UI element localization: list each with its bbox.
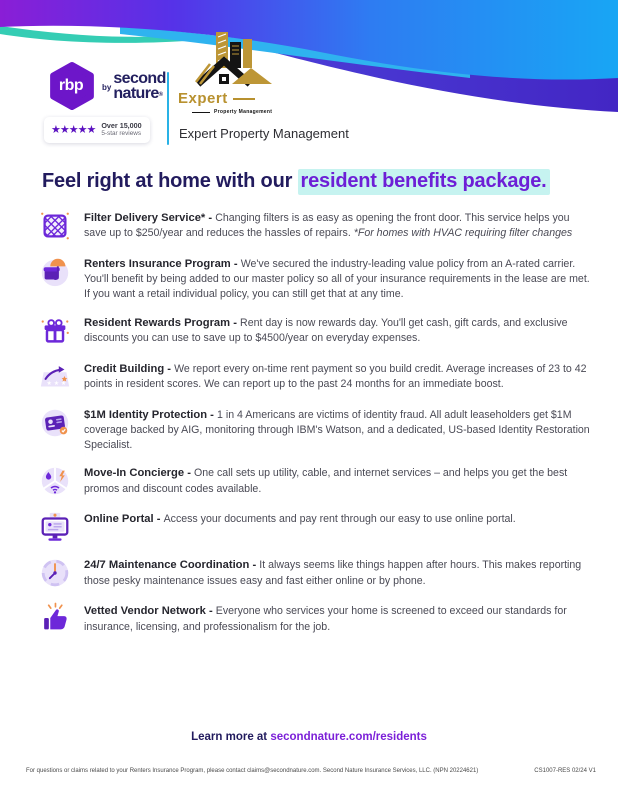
benefit-title: Renters Insurance Program - xyxy=(84,258,241,270)
five-stars-icon: ★★★★★ xyxy=(51,123,96,136)
benefit-description: Everyone who services your home is screened to exceed our standards for insurance, licensing, and professionalism for the job. xyxy=(84,605,567,633)
wordmark-dash xyxy=(233,98,255,100)
benefit-description: Access your documents and pay rent through our easy to use online portal. xyxy=(163,513,516,526)
page-title xyxy=(42,170,612,193)
title-highlight: resident benefits package. xyxy=(298,169,550,195)
gift-rewards-icon xyxy=(38,314,72,348)
rbp-logo xyxy=(47,61,97,111)
benefit-text xyxy=(84,464,590,496)
subtitle-dash xyxy=(192,112,210,113)
benefit-item xyxy=(38,602,590,636)
benefit-title: Resident Rewards Program - xyxy=(84,316,241,329)
benefit-description: Rent day is now rewards day. You'll get cash, gift cards, and exclusive discounts you can use to save up to $4500/year on everyday expenses. xyxy=(84,316,568,345)
reviews-label: 5-star reviews xyxy=(101,130,142,138)
umbrella-insurance-icon xyxy=(38,255,72,289)
reviews-badge xyxy=(44,117,150,143)
expert-wordmark xyxy=(178,90,298,107)
credit-building-icon xyxy=(38,360,72,394)
buildings-icon xyxy=(188,30,274,92)
benefit-text xyxy=(84,406,590,453)
benefit-text xyxy=(84,510,516,527)
benefit-text xyxy=(84,314,590,346)
benefit-description: We've secured the industry-leading value policy from an A-rated carrier. You'll benefit by being added to our master policy so all of your insurance requirements in the lease are met. If you want a retail individual policy, you can still get that at any time. xyxy=(84,258,590,301)
header-divider xyxy=(167,72,169,145)
benefit-item xyxy=(38,360,590,394)
expert-name: Expert xyxy=(178,90,228,107)
benefit-title: Online Portal - xyxy=(84,513,164,526)
benefit-description: It always seems like things happen after hours. This makes reporting those pesky maintenance issues easy and fast either online or by phone. xyxy=(84,559,582,587)
learn-more-link[interactable]: secondnature.com/residents xyxy=(270,731,427,743)
benefit-note: *For homes with HVAC requiring filter changes xyxy=(350,227,573,240)
benefits-list xyxy=(38,209,590,636)
rbp-wordmark: rbp xyxy=(58,77,84,94)
registered-mark: ® xyxy=(158,91,163,98)
benefit-title: 24/7 Maintenance Coordination - xyxy=(84,559,260,572)
benefit-description: 1 in 4 Americans are victims of identity fraud. All adult leaseholders get $1M coverage backed by AIG, monitoring through IBM's Watson, and a dedicated, US-based Identity Restoration Specialist. xyxy=(84,408,590,451)
fine-print xyxy=(0,768,618,774)
learn-more-prefix: Learn more at xyxy=(191,731,271,743)
title-prefix: Feel right at home with our xyxy=(42,170,298,192)
benefit-description: One call sets up utility, cable, and internet services – and helps you get the best promos and discount codes available. xyxy=(84,467,568,495)
brand-line2: nature xyxy=(113,84,159,102)
filter-grid-icon xyxy=(38,209,72,243)
benefit-text xyxy=(84,556,590,588)
document-code: CS1007-RES 02/24 V1 xyxy=(534,768,596,774)
benefit-item xyxy=(38,209,590,243)
benefit-item xyxy=(38,255,590,302)
benefit-description: We report every on-time rent payment so you build credit. Average increases of 23 to 42 points in resident scores. We can report up to the past 24 months for an immediate boost. xyxy=(84,362,587,391)
vetted-vendor-icon xyxy=(38,602,72,636)
benefit-text xyxy=(84,602,590,634)
benefit-title: Move-In Concierge - xyxy=(84,467,195,480)
benefit-title: Credit Building - xyxy=(84,362,175,375)
expert-logo xyxy=(178,30,298,115)
benefit-item xyxy=(38,314,590,348)
learn-more xyxy=(0,731,618,743)
svg-text:★ ★ ★: ★ ★ ★ xyxy=(46,379,67,387)
benefit-item xyxy=(38,510,590,544)
expert-subtitle xyxy=(192,109,298,115)
benefit-title: $1M Identity Protection - xyxy=(84,408,218,421)
reviews-count: Over 15,000 xyxy=(101,121,142,131)
benefit-text xyxy=(84,209,590,241)
header xyxy=(0,0,618,150)
benefit-title: Vetted Vendor Network - xyxy=(84,605,216,618)
expert-subtitle-label: Property Management xyxy=(214,109,273,115)
identity-protection-icon xyxy=(38,406,72,440)
maintenance-clock-icon xyxy=(38,556,72,590)
second-nature-wordmark xyxy=(102,72,166,103)
benefit-title: Filter Delivery Service* - xyxy=(84,212,216,224)
brand-line1: second xyxy=(113,70,166,87)
by-label: by xyxy=(102,82,112,92)
benefit-item xyxy=(38,406,590,453)
partner-name: Expert Property Management xyxy=(179,126,349,141)
benefit-description: Changing filters is as easy as opening the front door. This service helps you save up to $250/year and reduces the hassles of repairs. xyxy=(84,212,570,240)
benefit-item xyxy=(38,556,590,590)
online-portal-icon xyxy=(38,510,72,544)
move-in-concierge-icon xyxy=(38,464,72,498)
benefit-text xyxy=(84,360,590,392)
benefit-text xyxy=(84,255,590,302)
legal-text: For questions or claims related to your Renters Insurance Program, please contact claims@secondnature.com. Second Nature Insurance Services, LLC. (NPN 20224621) xyxy=(26,768,479,774)
benefit-item xyxy=(38,464,590,498)
